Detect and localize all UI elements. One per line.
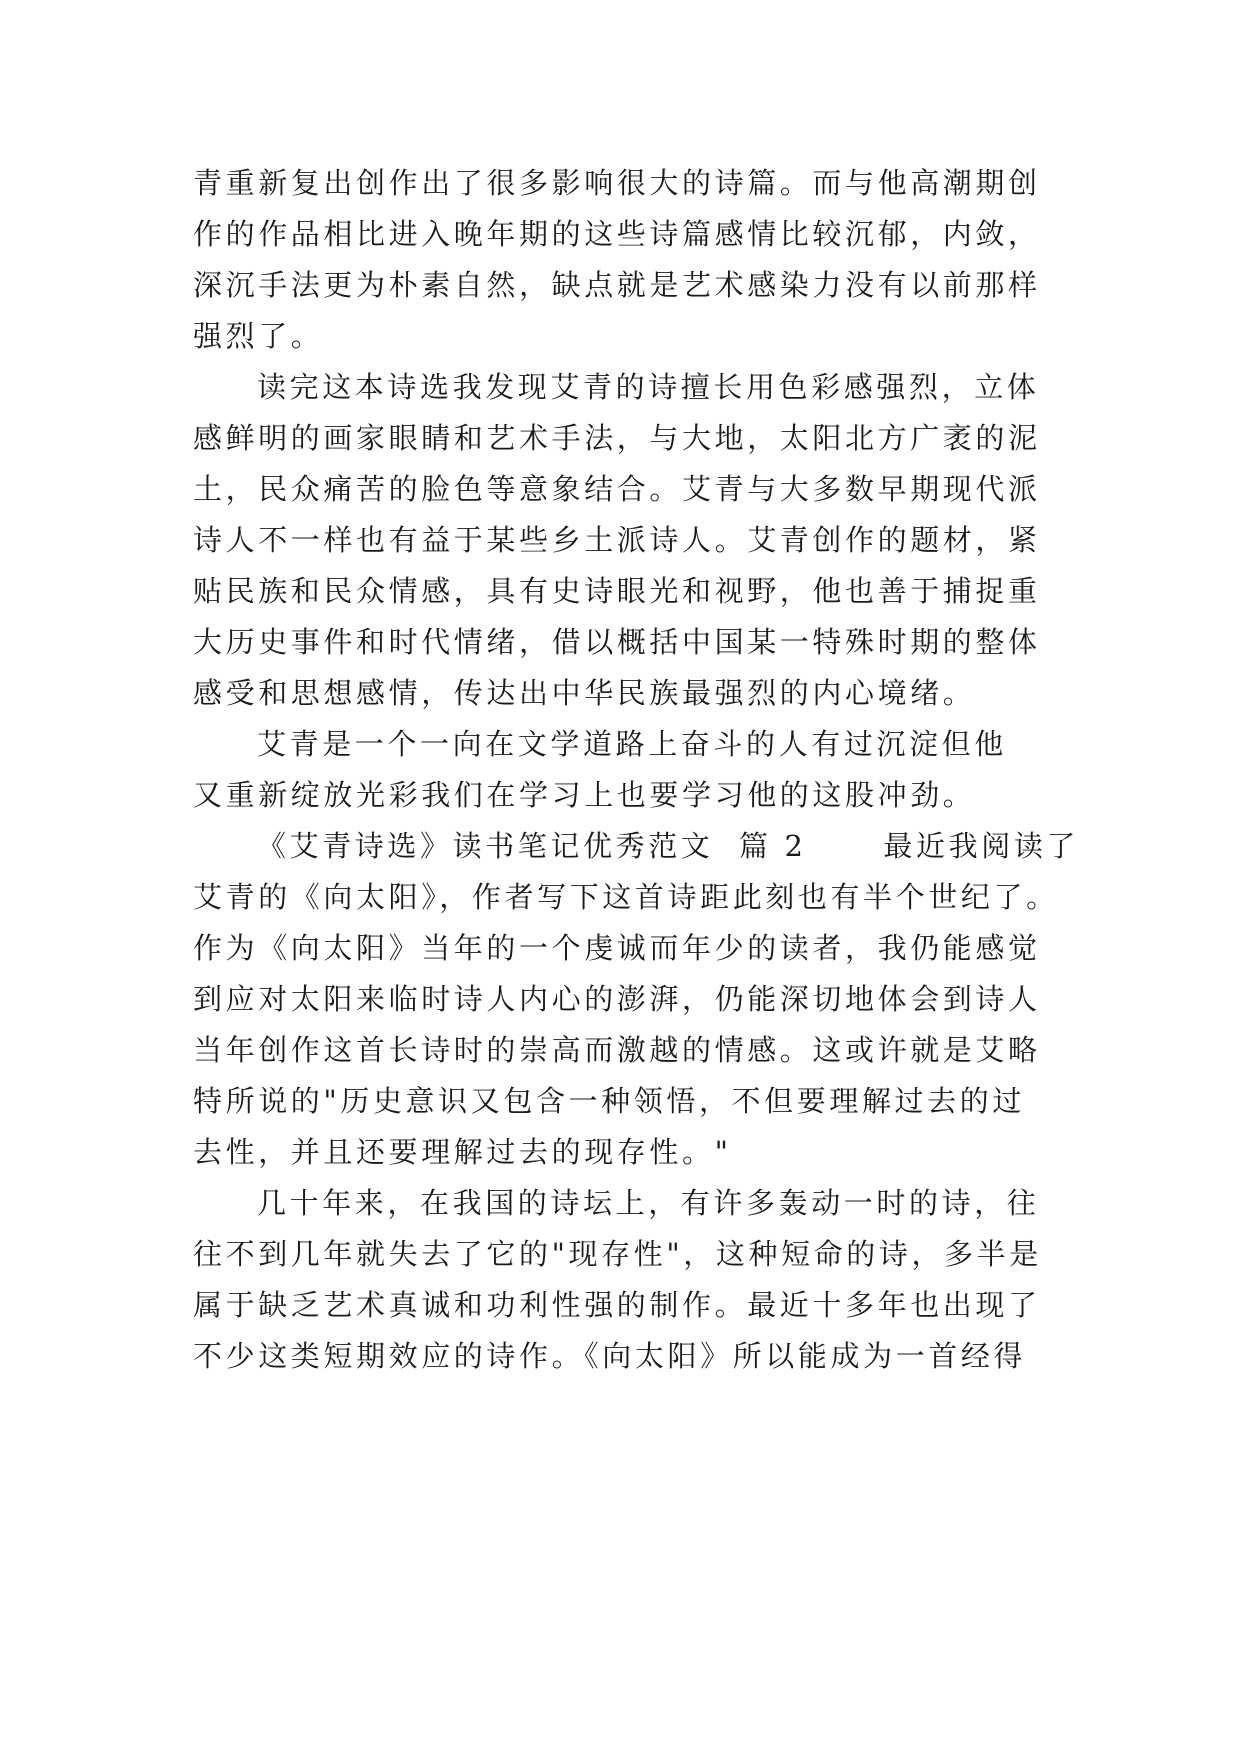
text-line: 艾青是一个一向在文学道路上奋斗的人有过沉淀但他 bbox=[257, 727, 1007, 761]
text-line: 几十年来，在我国的诗坛上，有许多轰动一时的诗，往 bbox=[257, 1186, 1040, 1220]
text-line: 大历史事件和时代情绪，借以概括中国某一特殊时期的整体 bbox=[193, 625, 1041, 659]
text-line: 艾青的《向太阳》，作者写下这首诗距此刻也有半个世纪了。 bbox=[193, 880, 1059, 914]
text-line: 去性，并且还要理解过去的现存性。" bbox=[193, 1135, 732, 1169]
text-line: 作的作品相比进入晚年期的这些诗篇感情比较沉郁，内敛， bbox=[193, 217, 1041, 251]
text-line: 作为《向太阳》当年的一个虔诚而年少的读者，我仍能感觉 bbox=[193, 931, 1041, 965]
text-line: 土，民众痛苦的脸色等意象结合。艾青与大多数早期现代派 bbox=[193, 472, 1041, 506]
text-line: 不少这类短期效应的诗作。《向太阳》所以能成为一首经得 bbox=[193, 1339, 1027, 1373]
text-line: 感受和思想感情，传达出中华民族最强烈的内心境绪。 bbox=[193, 676, 976, 710]
text-line: 青重新复出创作出了很多影响很大的诗篇。而与他高潮期创 bbox=[193, 166, 1041, 200]
text-line: 属于缺乏艺术真诚和功利性强的制作。最近十多年也出现了 bbox=[193, 1288, 1041, 1322]
text-line: 读完这本诗选我发现艾青的诗擅长用色彩感强烈，立体 bbox=[257, 370, 1040, 404]
text-line: 强烈了。 bbox=[193, 319, 324, 353]
text-line: 诗人不一样也有益于某些乡土派诗人。艾青创作的题材，紧 bbox=[193, 523, 1041, 557]
text-line: 特所说的"历史意识又包含一种领悟，不但要理解过去的过 bbox=[193, 1084, 1025, 1118]
text-line: 感鲜明的画家眼睛和艺术手法，与大地，太阳北方广袤的泥 bbox=[193, 421, 1041, 455]
body-text bbox=[193, 158, 1080, 1382]
text-line: 当年创作这首长诗时的崇高而激越的情感。这或许就是艾略 bbox=[193, 1033, 1041, 1067]
text-line: 到应对太阳来临时诗人内心的澎湃，仍能深切地体会到诗人 bbox=[193, 982, 1041, 1016]
text-line: 往不到几年就失去了它的"现存性"，这种短命的诗，多半是 bbox=[193, 1237, 1042, 1271]
text-line: 又重新绽放光彩我们在学习上也要学习他的这股冲劲。 bbox=[193, 778, 976, 812]
text-line: 深沉手法更为朴素自然，缺点就是艺术感染力没有以前那样 bbox=[193, 268, 1041, 302]
section-heading-line: 《艾青诗选》读书笔记优秀范文 篇 2 最近我阅读了 bbox=[257, 829, 1080, 863]
text-line: 贴民族和民众情感，具有史诗眼光和视野，他也善于捕捉重 bbox=[193, 574, 1041, 608]
